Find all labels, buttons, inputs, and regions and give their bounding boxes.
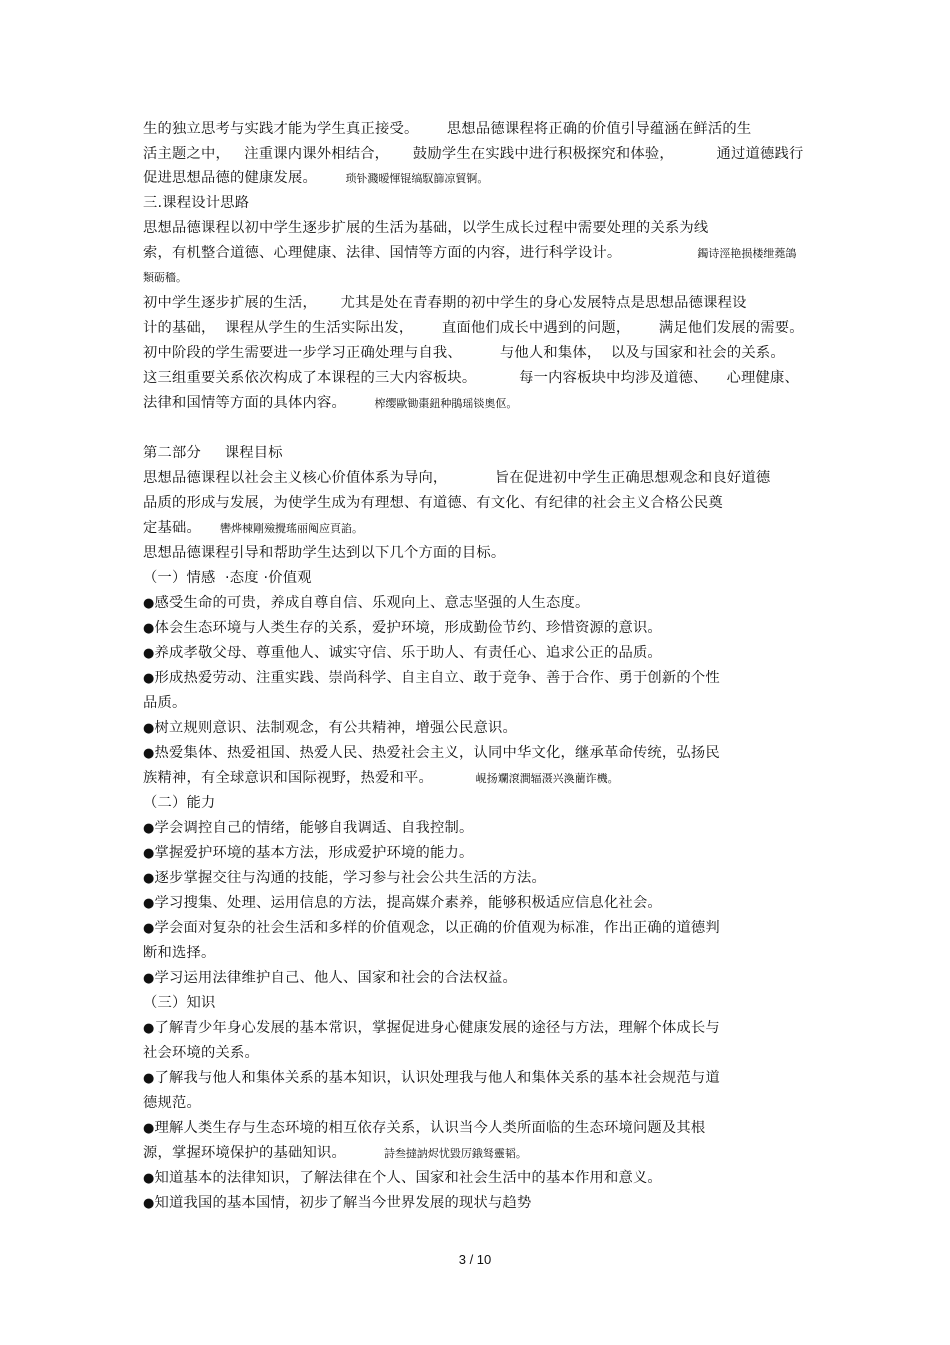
garbled-text: 轡烨棟剛殮攪瑤丽阄应頁諂。 bbox=[219, 522, 363, 535]
text-span: 族精神，有全球意识和国际视野，热爱和平。 bbox=[143, 770, 433, 786]
text-span: 促进思想品德的健康发展。 bbox=[143, 170, 317, 186]
list-item-text: 了解我与他人和集体关系的基本知识，认识处理我与他人和集体关系的基本社会规范与道 bbox=[154, 1070, 720, 1086]
text-span: 思想品德课程以社会主义核心价值体系为导向， 旨在促进初中学生正确思想观念和良好道德 bbox=[143, 470, 771, 486]
text-line bbox=[143, 344, 785, 362]
list-item bbox=[143, 644, 662, 663]
section-heading bbox=[143, 194, 249, 212]
spacer bbox=[621, 245, 697, 261]
spacer bbox=[346, 1145, 384, 1161]
text-line bbox=[143, 268, 187, 287]
text-line bbox=[143, 544, 505, 562]
list-item bbox=[143, 894, 662, 913]
bullet-icon: ● bbox=[143, 971, 155, 986]
garbled-text: 類砺穡。 bbox=[143, 271, 187, 284]
text-line bbox=[143, 394, 517, 413]
list-item-continuation bbox=[143, 1144, 527, 1163]
list-item bbox=[143, 1194, 531, 1213]
list-item-text: 知道我国的基本国情，初步了解当今世界发展的现状与趋势 bbox=[154, 1195, 532, 1211]
text-span: 品质。 bbox=[143, 695, 187, 711]
bullet-icon: ● bbox=[143, 646, 155, 661]
list-item-text: 逐步掌握交往与沟通的技能，学习参与社会公共生活的方法。 bbox=[154, 870, 546, 886]
spacer bbox=[433, 770, 476, 786]
garbled-text: 琐钋濺暧惲锟缟馭篩凉貿锕。 bbox=[345, 172, 489, 185]
page-number: 3 / 10 bbox=[458, 1252, 492, 1267]
text-span: 计的基础， 课程从学生的生活实际出发， 直面他们成长中遇到的问题， 满足他们发展的需要。 bbox=[143, 320, 804, 336]
list-item-text: 学习运用法律维护自己、他人、国家和社会的合法权益。 bbox=[154, 970, 517, 986]
list-item-text: 感受生命的可贵，养成自尊自信、乐观向上、意志坚强的人生态度。 bbox=[154, 595, 590, 611]
list-item-text: 形成热爱劳动、注重实践、崇尚科学、自主自立、敢于竞争、善于合作、勇于创新的个性 bbox=[154, 670, 720, 686]
text-line bbox=[143, 169, 488, 188]
list-item bbox=[143, 844, 473, 863]
list-item-text: 热爱集体、热爱祖国、热爱人民、热爱社会主义，认同中华文化，继承革命传统，弘扬民 bbox=[154, 745, 720, 761]
bullet-icon: ● bbox=[143, 671, 155, 686]
list-item-continuation bbox=[143, 1044, 259, 1062]
text-span: 德规范。 bbox=[143, 1095, 201, 1111]
text-span: 定基础。 bbox=[143, 520, 201, 536]
subsection-heading bbox=[143, 569, 312, 587]
subsection-heading bbox=[143, 994, 215, 1012]
garbled-text: 鐲诗涇艳损楼绁蕘鴿 bbox=[697, 247, 797, 260]
text-span: 社会环境的关系。 bbox=[143, 1045, 259, 1061]
list-item-continuation bbox=[143, 1094, 201, 1112]
spacer bbox=[346, 395, 374, 411]
list-item-text: 掌握爱护环境的基本方法，形成爱护环境的能力。 bbox=[154, 845, 474, 861]
text-line bbox=[143, 519, 363, 538]
list-item-continuation bbox=[143, 694, 187, 712]
text-span: 思想品德课程引导和帮助学生达到以下几个方面的目标。 bbox=[143, 545, 506, 561]
list-item bbox=[143, 744, 720, 763]
text-span: 初中学生逐步扩展的生活， 尤其是处在青春期的初中学生的身心发展特点是思想品德课程设 bbox=[143, 295, 747, 311]
list-item-text: 树立规则意识、法制观念，有公共精神，增强公民意识。 bbox=[154, 720, 517, 736]
text-span: 思想品德课程将正确的价值引导蕴涵在鲜活的生 bbox=[418, 121, 752, 137]
list-item bbox=[143, 619, 662, 638]
bullet-icon: ● bbox=[143, 921, 155, 936]
bullet-icon: ● bbox=[143, 1196, 155, 1211]
text-span: 第二部分 课程目标 bbox=[143, 445, 283, 461]
subsection-heading bbox=[143, 794, 215, 812]
bullet-icon: ● bbox=[143, 896, 155, 911]
text-line bbox=[143, 319, 804, 337]
list-item bbox=[143, 594, 589, 613]
text-span: 法律和国情等方面的具体内容。 bbox=[143, 395, 346, 411]
list-item bbox=[143, 969, 517, 988]
bullet-icon: ● bbox=[143, 721, 155, 736]
text-line bbox=[143, 469, 770, 487]
list-item bbox=[143, 869, 546, 888]
text-line bbox=[143, 494, 723, 512]
list-item bbox=[143, 669, 720, 688]
text-span: 索，有机整合道德、心理健康、法律、国情等方面的内容，进行科学设计。 bbox=[143, 245, 622, 261]
text-span: （三）知识 bbox=[143, 995, 216, 1011]
list-item bbox=[143, 1069, 720, 1088]
text-line bbox=[143, 294, 747, 312]
list-item-continuation bbox=[143, 944, 215, 962]
list-item-text: 体会生态环境与人类生存的关系，爱护环境，形成勤俭节约、珍惜资源的意识。 bbox=[154, 620, 662, 636]
garbled-text: 詩叁撻訥烬忧毀厉鋨驽靈韬。 bbox=[383, 1147, 527, 1160]
text-line bbox=[143, 145, 804, 163]
text-span: 三.课程设计思路 bbox=[143, 195, 250, 211]
list-item-text: 学习搜集、处理、运用信息的方法，提高媒介素养，能够积极适应信息化社会。 bbox=[154, 895, 662, 911]
list-item-text: 养成孝敬父母、尊重他人、诚实守信、乐于助人、有责任心、追求公正的品质。 bbox=[154, 645, 662, 661]
bullet-icon: ● bbox=[143, 871, 155, 886]
text-line bbox=[143, 219, 708, 237]
bullet-icon: ● bbox=[143, 596, 155, 611]
bullet-icon: ● bbox=[143, 746, 155, 761]
text-span: 初中阶段的学生需要进一步学习正确处理与自我、 与他人和集体， 以及与国家和社会的关系。 bbox=[143, 345, 785, 361]
list-item-text: 了解青少年身心发展的基本常识，掌握促进身心健康发展的途径与方法，理解个体成长与 bbox=[154, 1020, 720, 1036]
bullet-icon: ● bbox=[143, 846, 155, 861]
list-item-text: 理解人类生存与生态环境的相互依存关系，认识当今人类所面临的生态环境问题及其根 bbox=[154, 1120, 706, 1136]
text-span: 这三组重要关系依次构成了本课程的三大内容板块。 每一内容板块中均涉及道德、 心理健康、 bbox=[143, 370, 800, 386]
list-item-text: 学会调控自己的情绪，能够自我调适、自我控制。 bbox=[154, 820, 474, 836]
list-item bbox=[143, 719, 517, 738]
list-item-continuation bbox=[143, 769, 619, 788]
bullet-icon: ● bbox=[143, 1171, 155, 1186]
list-item bbox=[143, 919, 720, 938]
list-item bbox=[143, 1119, 705, 1138]
text-line bbox=[143, 120, 751, 138]
bullet-icon: ● bbox=[143, 1021, 155, 1036]
list-item bbox=[143, 1019, 720, 1038]
garbled-text: 峴扬斕滾澗辐滠兴渙藺诈機。 bbox=[475, 772, 619, 785]
spacer bbox=[317, 170, 345, 186]
spacer bbox=[201, 520, 220, 536]
text-span: 品质的形成与发展，为使学生成为有理想、有道德、有文化、有纪律的社会主义合格公民奠 bbox=[143, 495, 723, 511]
text-span: （一）情感 ·态度 ·价值观 bbox=[143, 570, 312, 586]
text-line bbox=[143, 369, 799, 387]
bullet-icon: ● bbox=[143, 1121, 155, 1136]
text-line bbox=[143, 244, 796, 263]
list-item-text: 学会面对复杂的社会生活和多样的价值观念，以正确的价值观为标准，作出正确的道德判 bbox=[154, 920, 720, 936]
list-item bbox=[143, 1169, 662, 1188]
text-span: 思想品德课程以初中学生逐步扩展的生活为基础，以学生成长过程中需要处理的关系为线 bbox=[143, 220, 709, 236]
text-span: 生的独立思考与实践才能为学生真正接受。 bbox=[143, 121, 419, 137]
text-span: 断和选择。 bbox=[143, 945, 216, 961]
part-heading bbox=[143, 444, 283, 462]
list-item-text: 知道基本的法律知识，了解法律在个人、国家和社会生活中的基本作用和意义。 bbox=[154, 1170, 662, 1186]
text-span: 源，掌握环境保护的基础知识。 bbox=[143, 1145, 346, 1161]
list-item bbox=[143, 819, 473, 838]
text-span: 活主题之中， 注重课内课外相结合， 鼓励学生在实践中进行积极探究和体验， 通过道德践行 bbox=[143, 146, 804, 162]
bullet-icon: ● bbox=[143, 1071, 155, 1086]
bullet-icon: ● bbox=[143, 621, 155, 636]
garbled-text: 榨缨歐锄棗鈕种鵑瑶锬奧伛。 bbox=[374, 397, 518, 410]
bullet-icon: ● bbox=[143, 821, 155, 836]
text-span: （二）能力 bbox=[143, 795, 216, 811]
